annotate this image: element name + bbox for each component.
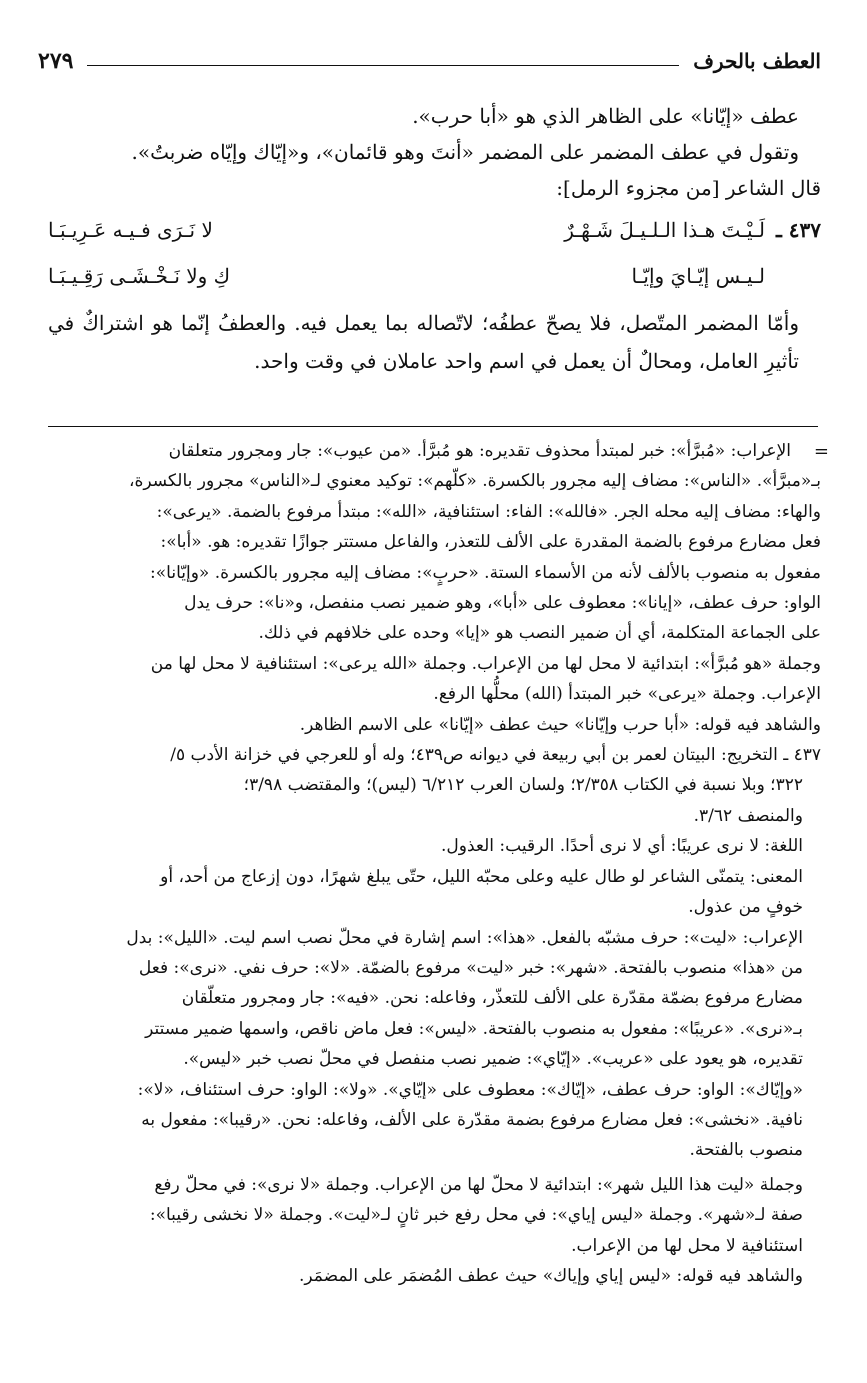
verse-hemistich-1b: لا نَـرَى فـيـه عَـرِيـبَـا — [48, 218, 213, 242]
verse-number: ٤٣٧ ـ — [775, 218, 821, 242]
footnote-line: تقديره، هو يعود على «عريب». «إيّاي»: ضمير نصب منفصل في محلّ نصب خبر «ليس». — [183, 1049, 803, 1070]
footnote-line: منصوب بالفتحة. — [689, 1140, 803, 1161]
footnote-line: الواو: حرف عطف، «إيانا»: معطوف على «أبا»، وهو ضمير نصب منفصل، و«نا»: حرف يدل — [184, 593, 821, 614]
verse-line-1 — [48, 208, 821, 252]
paragraph-4: وأمّا المضمر المتّصل، فلا يصحّ عطفُه؛ لاتّصاله بما يعمل فيه. والعطفُ إنّما هو اشتراكٌ في تأثيرِ العامل، ومحالٌ أن يعمل في اسم واحد عاملان في وقت واحد. — [48, 311, 799, 373]
footnote-line: المعنى: يتمنّى الشاعر لو طال عليه وعلى محبّه الليل، حتّى يبلغ شهرًا، دون إزعاج من أحد، أو — [160, 866, 803, 887]
running-header — [38, 44, 821, 78]
footnote-line: من «هذا» منصوب بالفتحة. «شهر»: خبر «ليت» مرفوع بالضمّة. «لا»: حرف نفي. «نرى»: فعل — [138, 957, 803, 978]
footnote-line: وجملة «هو مُبرَّأ»: ابتدائية لا محل لها من الإعراب. وجملة «الله يرعى»: استئنافية لا محل لها من — [150, 653, 821, 674]
footnote-line: بـ«نرى». «عريبًا»: مفعول به منصوب بالفتحة. «ليس»: فعل ماض ناقص، واسمها ضمير مستتر — [145, 1018, 803, 1039]
footnote-line: مفعول به منصوب بالألف لأنه من الأسماء الستة. «حربٍ»: مضاف إليه مجرور بالكسرة. «وإيّانا»: — [150, 562, 821, 583]
footnote-line: «وإيّاك»: الواو: حرف عطف، «إيّاك»: معطوف على «إيّاي». «ولا»: الواو: حرف استئناف، «لا»: — [137, 1079, 803, 1100]
footnote-line: على الجماعة المتكلمة، أي أن ضمير النصب هو «إيا» وحده على خلافهم في ذلك. — [258, 623, 821, 644]
footnote-line: مضارع مرفوع بضمّة مقدّرة على الألف للتعذّر، وفاعله: نحن. «فيه»: جار ومجرور متعلّقان — [181, 988, 803, 1009]
verse-hemistich-2b: كِ ولا نَـخْـشَـى رَقِـيـبَـا — [48, 264, 231, 288]
running-title: العطف بالحرف — [693, 49, 821, 73]
footnote-line: ٤٣٧ ـ التخريج: البيتان لعمر بن أبي ربيعة في ديوانه ص٤٣٩؛ وله أو للعرجي في خزانة الأدب ٥/ — [170, 745, 821, 766]
footnote-line: ٣٢٢؛ وبلا نسبة في الكتاب ٢/٣٥٨؛ ولسان العرب ٦/٢١٢ (ليس)؛ والمقتضب ٣/٩٨؛ — [243, 775, 803, 796]
footnote-continuation-marker: = — [813, 441, 829, 462]
footnote-line: الإعراب: «ليت»: حرف مشبّه بالفعل. «هذا»: اسم إشارة في محلّ نصب اسم ليت. «الليل»: بدل — [126, 927, 803, 948]
verse-line-2 — [48, 254, 821, 298]
footnote-line: بـ«مبرَّأ». «الناس»: مضاف إليه مجرور بالكسرة. «كلّهم»: توكيد معنوي لـ«الناس» مجرور بالكسرة، — [128, 471, 821, 492]
page-number: ٢٧٩ — [38, 48, 74, 74]
footnotes — [48, 436, 821, 1291]
verse-437 — [48, 208, 821, 304]
footnote-line: والمنصف ٣/٦٢. — [693, 805, 803, 826]
footnote-line: فعل مضارع مرفوع بالضمة المقدرة على الألف للتعذر، والفاعل مستتر جوازًا تقديره: هو. «أبا»: — [160, 532, 821, 553]
verse-hemistich-2a: لـيـس إيّـايَ وإيّـا — [631, 264, 765, 288]
header-rule — [87, 65, 679, 66]
paragraph-1: عطف «إيّانا» على الظاهر الذي هو «أبا حرب». — [412, 104, 799, 128]
footnote-line: خوفٍ من عذول. — [688, 897, 803, 918]
paragraph-3: قال الشاعر [من مجزوء الرمل]: — [556, 176, 821, 200]
footnote-line: وجملة «ليت هذا الليل شهر»: ابتدائية لا محلّ لها من الإعراب. وجملة «لا نرى»: في محلّ رفع — [154, 1174, 803, 1195]
footnote-line: والشاهد فيه قوله: «أبا حرب وإيّانا» حيث عطف «إيّانا» على الاسم الظاهر. — [299, 714, 821, 735]
footnote-separator — [48, 426, 818, 427]
verse-hemistich-1a: لَـيْـتَ هـذا الـلـيـلَ شَـهْـرٌ — [564, 218, 765, 242]
footnote-line: والشاهد فيه قوله: «ليس إياي وإياك» حيث عطف المُضمَر على المضمَر. — [299, 1265, 803, 1286]
footnote-line: الإعراب: «مُبرَّأ»: خبر لمبتدأ محذوف تقديره: هو مُبرَّأ. «من عيوب»: جار ومجرور متعلقان — [168, 441, 791, 461]
footnote-line: صفة لـ«شهر». وجملة «ليس إياي»: في محل رفع خبر ثانٍ لـ«ليت». وجملة «لا نخشى رقيبا»: — [149, 1205, 803, 1226]
footnote-line: والهاء: مضاف إليه محله الجر. «فالله»: الفاء: استئنافية، «الله»: مبتدأ مرفوع بالضمة. «يرعى»: — [156, 501, 821, 522]
paragraph-2: وتقول في عطف المضمر على المضمر «أنتَ وهو قائمان»، و«إيّاك وإيّاه ضربتُ». — [131, 140, 799, 164]
footnote-line: نافية. «نخشى»: فعل مضارع مرفوع بضمة مقدّرة على الألف، وفاعله: نحن. «رقيبا»: مفعول به — [141, 1109, 803, 1130]
footnote-line: استئنافية لا محل لها من الإعراب. — [571, 1235, 803, 1256]
main-text — [48, 98, 821, 380]
footnote-line: اللغة: لا نرى عريبًا: أي لا نرى أحدًا. الرقيب: العذول. — [441, 836, 803, 857]
footnote-line: الإعراب. وجملة «يرعى» خبر المبتدأ (الله) محلُّها الرفع. — [433, 684, 821, 705]
